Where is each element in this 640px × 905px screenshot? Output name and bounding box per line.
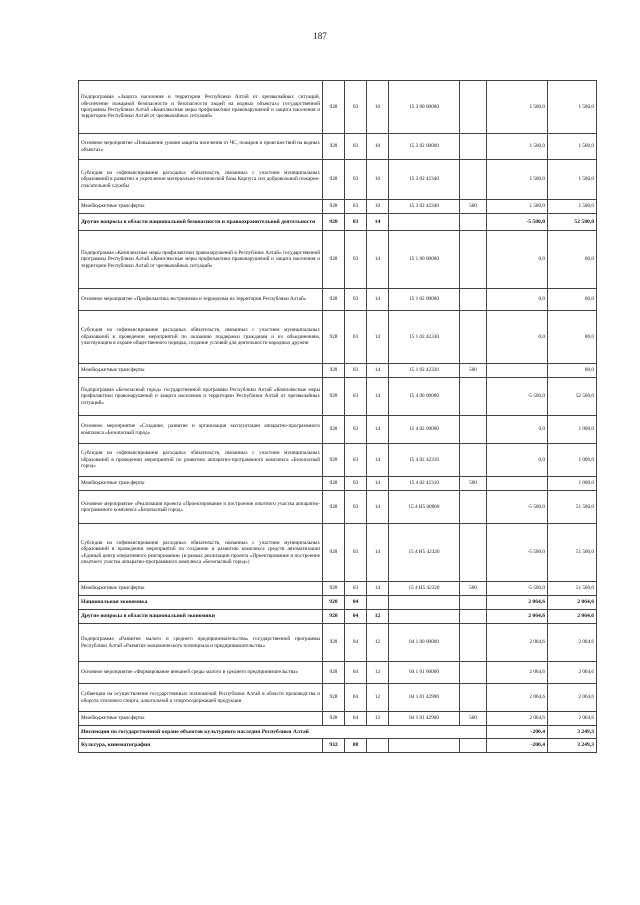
total-amount-cell: 2 064,6 (548, 662, 597, 684)
administrator-code-cell: 928 (323, 477, 345, 491)
row-name-cell: Межбюджетные трансферты (79, 200, 323, 214)
subsection-code-cell: 14 (367, 364, 389, 378)
table-row (79, 134, 597, 160)
administrator-code-cell: 928 (323, 444, 345, 477)
row-name-cell: Межбюджетные трансферты (79, 712, 323, 726)
subsection-code-cell: 14 (367, 378, 389, 416)
table-row (79, 739, 597, 753)
table-row (79, 596, 597, 610)
change-amount-cell: 2 064,6 (487, 624, 548, 662)
expense-type-code-cell (460, 134, 487, 160)
row-name-cell: Межбюджетные трансферты (79, 477, 323, 491)
subsection-code-cell: 12 (367, 684, 389, 712)
total-amount-cell: 80,0 (548, 364, 597, 378)
change-amount-cell (487, 477, 548, 491)
subsection-code-cell (367, 596, 389, 610)
change-amount-cell: 1 500,0 (487, 160, 548, 200)
section-code-cell: 04 (345, 712, 367, 726)
administrator-code-cell: 928 (323, 684, 345, 712)
target-article-code-cell: 15 4 02 00000 (389, 416, 460, 444)
expense-type-code-cell: 500 (460, 477, 487, 491)
subsection-code-cell: 12 (367, 712, 389, 726)
administrator-code-cell: 928 (323, 231, 345, 289)
target-article-code-cell: 15 4 Н5 00000 (389, 491, 460, 524)
total-amount-cell: 2 064,6 (548, 624, 597, 662)
table-row (79, 378, 597, 416)
subsection-code-cell: 14 (367, 231, 389, 289)
table-row (79, 712, 597, 726)
administrator-code-cell: 928 (323, 134, 345, 160)
table-row (79, 364, 597, 378)
expense-type-code-cell: 500 (460, 364, 487, 378)
administrator-code-cell: 928 (323, 712, 345, 726)
expense-type-code-cell (460, 160, 487, 200)
expense-type-code-cell (460, 684, 487, 712)
administrator-code-cell: 928 (323, 160, 345, 200)
row-name-cell: Субсидия на софинансирование расходных обязательств, связанных с участием муниципальных образований в проведении мероприятий по оказанию поддержки гражданам и их объединениям, участвующим в охране общественного порядка, создание условий для деятельности народных дружин (79, 311, 323, 364)
subsection-code-cell: 14 (367, 582, 389, 596)
total-amount-cell: 80,0 (548, 231, 597, 289)
target-article-code-cell: 04 1 01 00000 (389, 662, 460, 684)
subsection-code-cell: 10 (367, 134, 389, 160)
table-row (79, 524, 597, 582)
row-name-cell: Другие вопросы в области национальной экономики (79, 610, 323, 624)
change-amount-cell: 0,0 (487, 231, 548, 289)
table-row (79, 289, 597, 311)
row-name-cell: Основное мероприятие «Реализация проекта «Проектирование и построение опытного участка аппаратно-программного комплекса «Безопасный город» (79, 491, 323, 524)
subsection-code-cell: 14 (367, 477, 389, 491)
administrator-code-cell: 928 (323, 214, 345, 231)
change-amount-cell: 1 500,0 (487, 200, 548, 214)
section-code-cell: 04 (345, 662, 367, 684)
section-code-cell: 03 (345, 160, 367, 200)
total-amount-cell: 51 500,0 (548, 582, 597, 596)
row-name-cell: Подпрограмма «Безопасный город» государственной программы Республики Алтай «Комплексные меры профилактики правонарушений и защита населения и территории Республики Алтай от чрезвычайных ситуаций» (79, 378, 323, 416)
change-amount-cell (487, 364, 548, 378)
target-article-code-cell: 04 1 01 42900 (389, 712, 460, 726)
total-amount-cell: 1 500,0 (548, 160, 597, 200)
target-article-code-cell: 15 1 00 00000 (389, 231, 460, 289)
administrator-code-cell: 928 (323, 624, 345, 662)
expense-type-code-cell (460, 416, 487, 444)
subsection-code-cell: 12 (367, 662, 389, 684)
row-name-cell: Подпрограмма «Развитие малого и среднего предпринимательства» государственной программы Республики Алтай «Развитие экономического потенциала и предпринимательства» (79, 624, 323, 662)
table-row (79, 416, 597, 444)
change-amount-cell: 2 064,6 (487, 596, 548, 610)
row-name-cell: Субсидия на софинансирование расходных обязательств, связанных с участием муниципальных образований в проведении мероприятий по развитию аппаратно-программного комплекса «Безопасный город» (79, 444, 323, 477)
total-amount-cell: 2 064,6 (548, 712, 597, 726)
target-article-code-cell (389, 214, 460, 231)
administrator-code-cell: 928 (323, 662, 345, 684)
section-code-cell: 08 (345, 739, 367, 753)
administrator-code-cell: 928 (323, 289, 345, 311)
row-name-cell: Основное мероприятие «Профилактика экстремизма и терроризма на территории Республики Алтай» (79, 289, 323, 311)
target-article-code-cell: 15 3 00 00000 (389, 81, 460, 134)
target-article-code-cell (389, 610, 460, 624)
target-article-code-cell: 15 1 02 42330 (389, 364, 460, 378)
section-code-cell: 04 (345, 596, 367, 610)
change-amount-cell: 2 064,6 (487, 684, 548, 712)
subsection-code-cell: 14 (367, 416, 389, 444)
section-code-cell: 03 (345, 81, 367, 134)
change-amount-cell: -200,4 (487, 739, 548, 753)
subsection-code-cell: 14 (367, 289, 389, 311)
administrator-code-cell: 928 (323, 81, 345, 134)
row-name-cell: Основное мероприятие «Формирование внешней среды малого и среднего предпринимательства» (79, 662, 323, 684)
expense-type-code-cell: 500 (460, 200, 487, 214)
expense-type-code-cell (460, 378, 487, 416)
target-article-code-cell: 15 1 02 42330 (389, 311, 460, 364)
table-row (79, 160, 597, 200)
expense-type-code-cell (460, 662, 487, 684)
target-article-code-cell: 15 4 02 42310 (389, 444, 460, 477)
administrator-code-cell: 928 (323, 378, 345, 416)
row-name-cell: Основное мероприятие «Создание, развитие и организация эксплуатации аппаратно-программного комплекса «Безопасный город» (79, 416, 323, 444)
section-code-cell: 03 (345, 477, 367, 491)
table-row (79, 624, 597, 662)
subsection-code-cell (367, 739, 389, 753)
expense-type-code-cell: 500 (460, 712, 487, 726)
target-article-code-cell: 15 4 02 42310 (389, 477, 460, 491)
section-code-cell: 03 (345, 491, 367, 524)
section-code-cell: 03 (345, 378, 367, 416)
subsection-code-cell: 14 (367, 444, 389, 477)
total-amount-cell: 1 500,0 (548, 200, 597, 214)
expense-type-code-cell (460, 739, 487, 753)
expense-type-code-cell (460, 624, 487, 662)
total-amount-cell: 1 500,0 (548, 81, 597, 134)
expense-type-code-cell (460, 289, 487, 311)
subsection-code-cell: 14 (367, 311, 389, 364)
change-amount-cell: 1 500,0 (487, 81, 548, 134)
administrator-code-cell: 928 (323, 200, 345, 214)
change-amount-cell: 0,0 (487, 416, 548, 444)
change-amount-cell: 2 064,6 (487, 712, 548, 726)
subsection-code-cell: 10 (367, 160, 389, 200)
expense-type-code-cell (460, 214, 487, 231)
subsection-code-cell: 12 (367, 610, 389, 624)
change-amount-cell: -5 500,0 (487, 378, 548, 416)
change-amount-cell: 0,0 (487, 311, 548, 364)
target-article-code-cell (389, 739, 460, 753)
table-body (79, 81, 597, 753)
table-row (79, 477, 597, 491)
row-name-cell: Подпрограмма «Защита населения и территории Республики Алтай от чрезвычайных ситуаций, обеспечение пожарной безопасности и безопасности людей на водных объектах» государственной программы Республики Алтай «Комплексные меры профилактики правонарушений и защита населения и территории Республики Алтай от чрезвычайных ситуаций» (79, 81, 323, 134)
target-article-code-cell (389, 596, 460, 610)
row-name-cell: Субсидия на софинансирование расходных обязательств, связанных с участием муниципальных образований в развитии и укреплении материально-технической базы Корпуса сил добровольной пожарно-спасательной службы (79, 160, 323, 200)
expense-type-code-cell (460, 596, 487, 610)
expense-type-code-cell (460, 610, 487, 624)
table-row (79, 444, 597, 477)
change-amount-cell: 0,0 (487, 289, 548, 311)
administrator-code-cell: 928 (323, 596, 345, 610)
expense-type-code-cell (460, 444, 487, 477)
table-row (79, 610, 597, 624)
expense-type-code-cell (460, 524, 487, 582)
table-row (79, 662, 597, 684)
row-name-cell: Культура, кинематография (79, 739, 323, 753)
total-amount-cell: 1 000,0 (548, 416, 597, 444)
row-name-cell: Основное мероприятие «Повышение уровня защиты населения от ЧС, пожаров и происшествий на водных объектах» (79, 134, 323, 160)
change-amount-cell: 1 500,0 (487, 134, 548, 160)
total-amount-cell: 80,0 (548, 311, 597, 364)
target-article-code-cell: 15 4 00 00000 (389, 378, 460, 416)
target-article-code-cell: 15 4 Н5 42320 (389, 582, 460, 596)
table-row (79, 214, 597, 231)
page-number: 187 (313, 31, 327, 41)
target-article-code-cell: 15 3 02 42340 (389, 160, 460, 200)
change-amount-cell: 0,0 (487, 444, 548, 477)
section-code-cell: 03 (345, 416, 367, 444)
row-name-cell: Инспекция по государственной охране объектов культурного наследия Республики Алтай (79, 726, 487, 739)
table-row (79, 684, 597, 712)
section-code-cell: 03 (345, 231, 367, 289)
section-code-cell: 03 (345, 200, 367, 214)
subsection-code-cell: 14 (367, 491, 389, 524)
change-amount-cell: -5 500,0 (487, 491, 548, 524)
section-code-cell: 03 (345, 311, 367, 364)
expense-type-code-cell: 500 (460, 582, 487, 596)
row-name-cell: Субвенции на осуществление государственных полномочий Республики Алтай в области производства и оборота этилового спирта, алкогольной и спиртосодержащей продукции (79, 684, 323, 712)
table-row (79, 231, 597, 289)
table-row (79, 582, 597, 596)
total-amount-cell: 51 500,0 (548, 524, 597, 582)
target-article-code-cell: 15 1 02 00000 (389, 289, 460, 311)
change-amount-cell: -5 500,0 (487, 582, 548, 596)
row-name-cell: Субсидия на софинансирование расходных обязательств, связанных с участием муниципальных образований в проведении мероприятий по созданию и развитию комплекса средств автоматизации «Единый центр оперативного реагирования» (в рамках реализации проекта «Проектирование и построение опытного участка аппаратно-программного комплекса «Безопасный город») (79, 524, 323, 582)
section-code-cell: 04 (345, 624, 367, 662)
table-row (79, 200, 597, 214)
table-row (79, 81, 597, 134)
expense-type-code-cell (460, 81, 487, 134)
total-amount-cell: 51 500,0 (548, 491, 597, 524)
section-code-cell: 04 (345, 684, 367, 712)
section-code-cell: 03 (345, 582, 367, 596)
section-code-cell: 03 (345, 364, 367, 378)
expense-type-code-cell (460, 311, 487, 364)
target-article-code-cell: 15 4 Н5 42320 (389, 524, 460, 582)
subsection-code-cell: 14 (367, 524, 389, 582)
table-row (79, 491, 597, 524)
change-amount-cell: -5 500,0 (487, 214, 548, 231)
total-amount-cell: 3 249,3 (548, 739, 597, 753)
total-amount-cell: 1 000,0 (548, 477, 597, 491)
section-code-cell: 03 (345, 134, 367, 160)
administrator-code-cell: 928 (323, 610, 345, 624)
row-name-cell: Другие вопросы в области национальной безопасности и правоохранительной деятельности (79, 214, 323, 231)
target-article-code-cell: 04 1 01 42900 (389, 684, 460, 712)
expense-type-code-cell (460, 231, 487, 289)
administrator-code-cell: 928 (323, 582, 345, 596)
budget-table (78, 80, 597, 753)
change-amount-cell: 2 064,6 (487, 610, 548, 624)
total-amount-cell: 1 500,0 (548, 134, 597, 160)
row-name-cell: Подпрограмма «Комплексные меры профилактики правонарушений в Республике Алтай» государственной программы Республики Алтай «Комплексные меры профилактики правонарушений и защита населения и территории Республики Алтай от чрезвычайных ситуаций» (79, 231, 323, 289)
row-name-cell: Национальная экономика (79, 596, 323, 610)
change-amount-cell: 2 064,6 (487, 662, 548, 684)
total-amount-cell: 2 064,6 (548, 610, 597, 624)
administrator-code-cell: 928 (323, 491, 345, 524)
subsection-code-cell: 14 (367, 214, 389, 231)
subsection-code-cell: 10 (367, 81, 389, 134)
total-amount-cell: 2 064,6 (548, 684, 597, 712)
administrator-code-cell: 928 (323, 524, 345, 582)
change-amount-cell: -200,4 (487, 726, 548, 739)
section-code-cell: 03 (345, 214, 367, 231)
administrator-code-cell: 928 (323, 364, 345, 378)
target-article-code-cell: 15 3 02 42340 (389, 200, 460, 214)
subsection-code-cell: 10 (367, 200, 389, 214)
expense-type-code-cell (460, 491, 487, 524)
section-code-cell: 03 (345, 289, 367, 311)
row-name-cell: Межбюджетные трансферты (79, 582, 323, 596)
administrator-code-cell: 928 (323, 416, 345, 444)
target-article-code-cell: 04 1 00 00000 (389, 624, 460, 662)
section-code-cell: 03 (345, 524, 367, 582)
target-article-code-cell: 15 3 02 00000 (389, 134, 460, 160)
change-amount-cell: -5 500,0 (487, 524, 548, 582)
administrator-code-cell: 928 (323, 311, 345, 364)
table-row (79, 726, 597, 739)
total-amount-cell: 52 580,0 (548, 214, 597, 231)
total-amount-cell: 2 064,6 (548, 596, 597, 610)
administrator-code-cell: 932 (323, 739, 345, 753)
section-code-cell: 04 (345, 610, 367, 624)
section-code-cell: 03 (345, 444, 367, 477)
total-amount-cell: 3 249,3 (548, 726, 597, 739)
total-amount-cell: 80,0 (548, 289, 597, 311)
table-row (79, 311, 597, 364)
total-amount-cell: 1 000,0 (548, 444, 597, 477)
total-amount-cell: 52 500,0 (548, 378, 597, 416)
row-name-cell: Межбюджетные трансферты (79, 364, 323, 378)
subsection-code-cell: 12 (367, 624, 389, 662)
